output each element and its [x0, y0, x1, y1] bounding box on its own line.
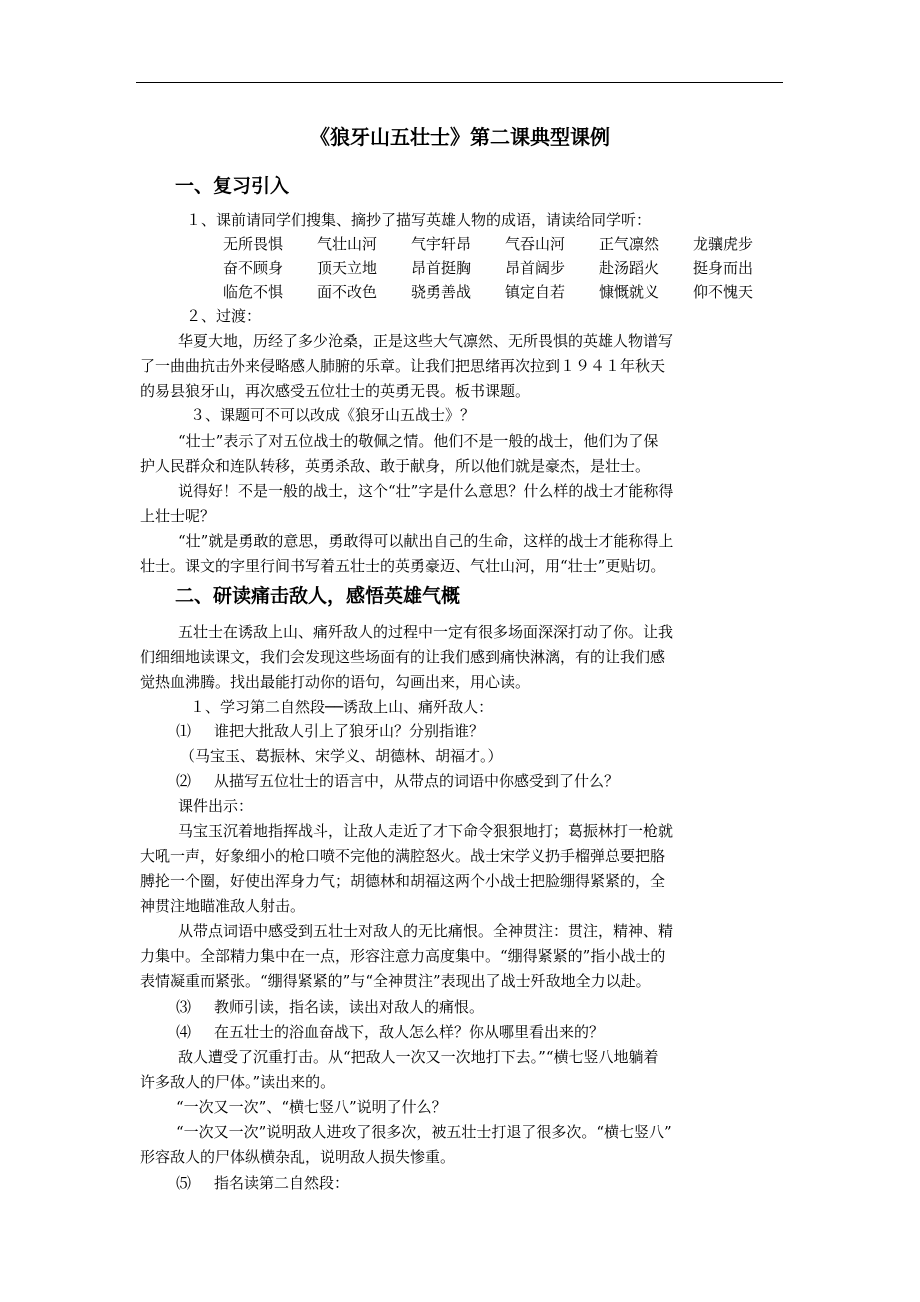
paragraph-line: 膊抡一个圈，好使出浑身力气；胡德林和胡福这两个小战士把脸绷得紧紧的，全 — [140, 872, 666, 890]
question-text: 教师引读，指名读，读出对敌人的痛恨。 — [214, 998, 485, 1016]
paragraph-line: 大吼一声，好象细小的枪口喷不完他的满腔怒火。战士宋学义扔手榴弹总要把胳 — [140, 847, 666, 865]
section2-item1: １、学习第二自然段──诱敌上山、痛歼敌人： — [190, 698, 494, 716]
section1-item1: １、课前请同学们搜集、摘抄了描写英雄人物的成语，请读给同学听： — [186, 211, 652, 229]
paragraph-line: 马宝玉沉着地指挥战斗，让敌人走近了才下命令狠狠地打；葛振林打一枪就 — [178, 822, 674, 840]
section2-heading: 二、研读痛击敌人，感悟英雄气概 — [175, 585, 461, 607]
question-3 — [176, 996, 484, 1018]
idiom: 奋不顾身 — [223, 259, 284, 277]
question-text: 指名读第二自然段： — [214, 1174, 350, 1192]
idiom-row-3 — [223, 281, 787, 303]
section1-item3: ３、课题可不可以改成《狼牙山五战士》？ — [190, 406, 476, 424]
paragraph-line: 了一曲曲抗击外来侵略感人肺腑的乐章。让我们把思绪再次拉到１９４１年秋天 — [140, 357, 666, 375]
question-4 — [176, 1021, 604, 1043]
paragraph-line: “壮”就是勇敢的意思，勇敢得可以献出自己的生命，这样的战士才能称得上 — [178, 532, 674, 550]
paragraph-line: 华夏大地，历经了多少沧桑，正是这些大气凛然、无所畏惧的英雄人物谱写 — [178, 332, 674, 350]
question-text: 在五壮士的浴血奋战下，敌人怎么样？你从哪里看出来的？ — [214, 1023, 605, 1041]
paragraph-line: 觉热血沸腾。找出最能打动你的语句，勾画出来，用心读。 — [140, 673, 531, 691]
section1-heading: 一、复习引入 — [175, 175, 290, 197]
idiom: 无所畏惧 — [223, 235, 284, 253]
idiom: 气宇轩昂 — [411, 235, 472, 253]
idiom: 正气凛然 — [599, 235, 660, 253]
idiom: 顶天立地 — [317, 259, 378, 277]
document-title: 《狼牙山五壮士》第二课典型课例 — [310, 125, 610, 149]
question-text: 谁把大批敌人引上了狼牙山？分别指谁？ — [214, 722, 485, 740]
paragraph-line: 力集中。全部精力集中在一点，形容注意力高度集中。“绷得紧紧的”指小战士的 — [140, 947, 666, 965]
paragraph-line: 护人民群众和连队转移，英勇杀敌、敢于献身，所以他们就是豪杰，是壮士。 — [140, 457, 651, 475]
paragraph-line: 说得好！不是一般的战士，这个“壮”字是什么意思？什么样的战士才能称得 — [178, 482, 674, 500]
question-marker: ⑴ — [176, 722, 192, 740]
paragraph-line: 壮士。课文的字里行间书写着五壮士的英勇豪迈、气壮山河，用“壮士”更贴切。 — [140, 557, 666, 575]
paragraph-line: “壮士”表示了对五位战士的敬佩之情。他们不是一般的战士，他们为了保 — [178, 432, 659, 450]
paragraph-line: 表情凝重而紧张。“绷得紧紧的”与“全神贯注”表现出了战士歼敌地全力以赴。 — [140, 972, 651, 990]
paragraph-line: 从带点词语中感受到五壮士对敌人的无比痛恨。全神贯注：贯注，精神、精 — [178, 922, 674, 940]
idiom: 气壮山河 — [317, 235, 378, 253]
paragraph-line: “一次又一次”说明敌人进攻了很多次，被五壮士打退了很多次。“横七竖八” — [176, 1123, 672, 1141]
idiom: 面不改色 — [317, 283, 378, 301]
paragraph-line: 五壮士在诱敌上山、痛歼敌人的过程中一定有很多场面深深打动了你。让我 — [178, 623, 674, 641]
answer-1: （马宝玉、葛振林、宋学义、胡德林、胡福才。） — [180, 747, 503, 765]
question-marker: ⑵ — [176, 772, 192, 790]
idiom-row-2 — [223, 257, 787, 279]
paragraph-line: 形容敌人的尸体纵横杂乱，说明敌人损失惨重。 — [140, 1148, 456, 1166]
idiom: 赴汤蹈火 — [599, 259, 660, 277]
paragraph-line: 们细细地读课文，我们会发现这些场面有的让我们感到痛快淋漓，有的让我们感 — [140, 648, 666, 666]
question-marker: ⑶ — [176, 998, 192, 1016]
idiom: 气吞山河 — [505, 235, 566, 253]
paragraph-line: 上壮士呢？ — [140, 507, 216, 525]
paragraph-line: 神贯注地瞄准敌人射击。 — [140, 897, 306, 915]
idiom: 慷慨就义 — [599, 283, 660, 301]
question-marker: ⑷ — [176, 1023, 192, 1041]
paragraph-line: 的易县狼牙山，再次感受五位壮士的英勇无畏。板书课题。 — [140, 382, 531, 400]
paragraph-line: “一次又一次”、“横七竖八”说明了什么？ — [176, 1098, 447, 1116]
idiom-row-1 — [223, 233, 787, 255]
idiom: 镇定自若 — [505, 283, 566, 301]
question-text: 从描写五位壮士的语言中，从带点的词语中你感受到了什么？ — [214, 772, 620, 790]
paragraph-line: 许多敌人的尸体。”读出来的。 — [140, 1073, 336, 1091]
idiom: 仰不愧天 — [693, 283, 754, 301]
header-rule — [136, 82, 783, 83]
idiom: 昂首阔步 — [505, 259, 566, 277]
question-1 — [176, 720, 484, 742]
paragraph-line: 敌人遭受了沉重打击。从“把敌人一次又一次地打下去。”“横七竖八地躺着 — [178, 1048, 659, 1066]
idiom: 临危不惧 — [223, 283, 284, 301]
section1-item2: ２、过渡： — [186, 307, 262, 325]
idiom: 挺身而出 — [693, 259, 754, 277]
question-2 — [176, 770, 619, 792]
question-5 — [176, 1172, 349, 1194]
idiom: 昂首挺胸 — [411, 259, 472, 277]
courseware-label: 课件出示： — [178, 797, 254, 815]
idiom: 龙骧虎步 — [693, 235, 754, 253]
idiom: 骁勇善战 — [411, 283, 472, 301]
question-marker: ⑸ — [176, 1174, 192, 1192]
